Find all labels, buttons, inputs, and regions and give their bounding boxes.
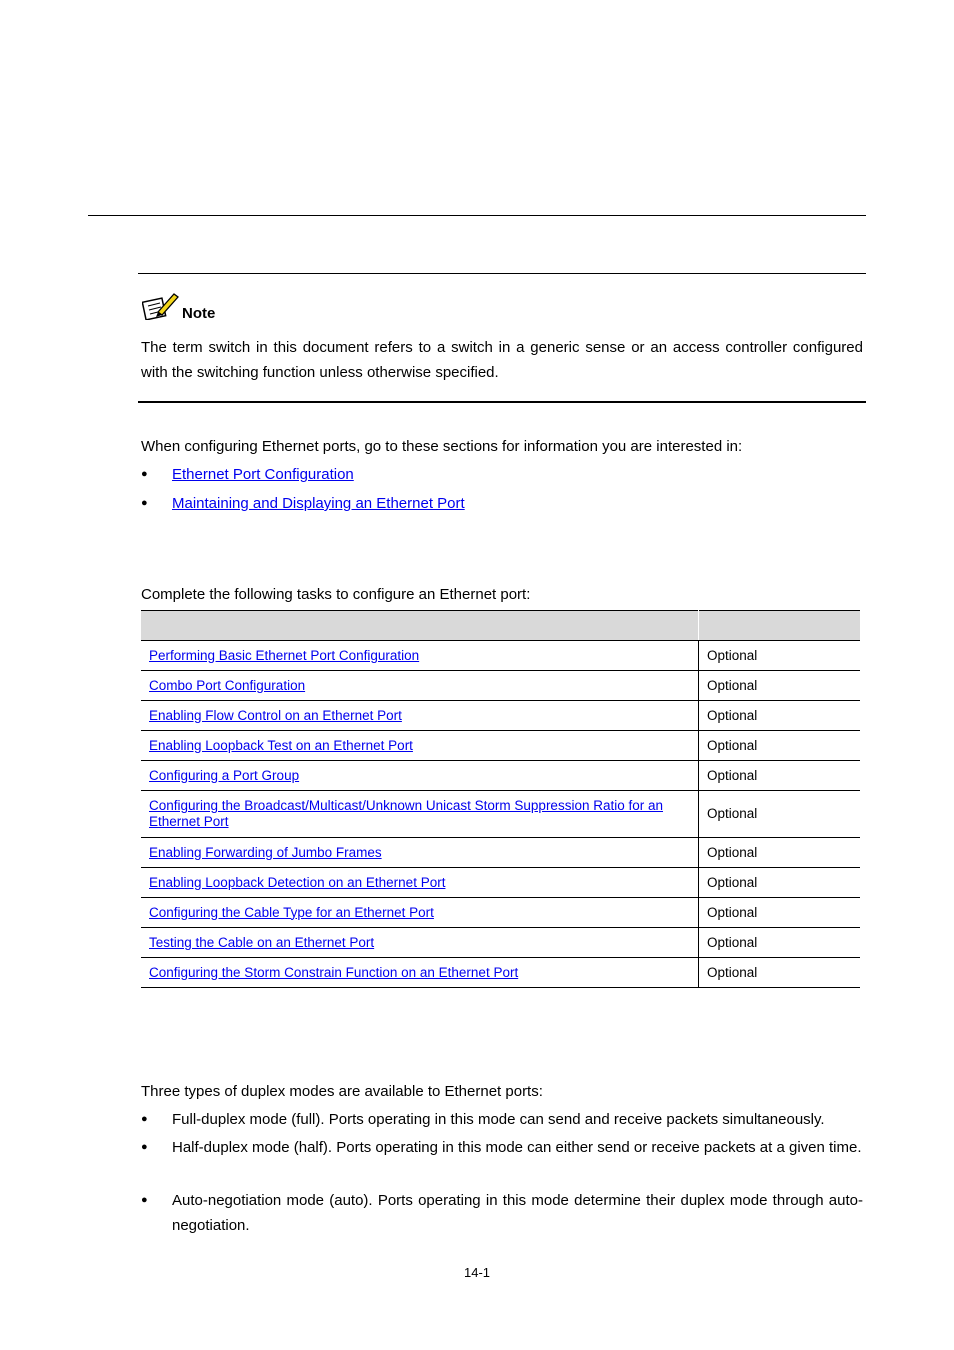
task-cell [141,701,699,731]
remark-cell: Optional [699,958,861,988]
tasks-intro-text: Complete the following tasks to configure an Ethernet port: [141,586,531,603]
table-header-remark [699,611,861,641]
task-link[interactable]: Enabling Forwarding of Jumbo Frames [149,844,382,860]
remark-cell: Optional [699,671,861,701]
link-maintaining-displaying[interactable]: Maintaining and Displaying an Ethernet Port [172,495,465,512]
chapter-title-rule [88,215,866,216]
bullet-dot: ● [141,497,148,509]
remark-cell: Optional [699,731,861,761]
table-row [141,671,860,701]
task-link[interactable]: Configuring a Port Group [149,767,300,783]
task-link[interactable]: Configuring the Cable Type for an Ethernet Port [149,904,434,920]
remark-cell: Optional [699,761,861,791]
bullet-dot: ● [141,468,148,480]
table-row [141,731,860,761]
table-row [141,898,860,928]
bullet-dot: ● [141,1194,148,1206]
table-row [141,838,860,868]
table-row [141,761,860,791]
table-row [141,791,860,838]
note-bottom-rule [138,401,866,403]
table-row [141,641,860,671]
task-table [141,610,860,988]
intro-link-0[interactable] [172,462,354,487]
table-header-row [141,611,860,641]
duplex-intro-text: Three types of duplex modes are available to Ethernet ports: [141,1083,543,1100]
task-cell [141,761,699,791]
task-link[interactable]: Configuring the Storm Constrain Function on an Ethernet Port [149,964,519,980]
task-cell [141,791,699,838]
task-link[interactable]: Configuring the Broadcast/Multicast/Unknown Unicast Storm Suppression Ratio for an Ethernet Port [149,798,663,829]
note-pencil-icon [142,290,180,320]
duplex-item-full: Full-duplex mode (full). Ports operating in this mode can send and receive packets simultaneously. [172,1111,825,1128]
task-link[interactable]: Combo Port Configuration [149,677,306,693]
bullet-dot: ● [141,1141,148,1153]
table-row [141,701,860,731]
remark-cell: Optional [699,868,861,898]
remark-cell: Optional [699,641,861,671]
task-cell [141,731,699,761]
task-cell [141,958,699,988]
note-text: The term switch in this document refers to a switch in a generic sense or an access controller configured with the switching function unless otherwise specified. [141,339,863,381]
task-cell [141,868,699,898]
bullet-dot: ● [141,1113,148,1125]
table-row [141,868,860,898]
task-link[interactable]: Testing the Cable on an Ethernet Port [149,934,375,950]
note-top-rule [138,273,866,274]
task-cell [141,898,699,928]
remark-cell: Optional [699,701,861,731]
note-label: Note [182,305,216,322]
task-link[interactable]: Performing Basic Ethernet Port Configuration [149,647,420,663]
page-number: 14-1 [463,1265,491,1280]
remark-cell: Optional [699,838,861,868]
intro-link-1[interactable] [172,491,465,516]
task-cell [141,671,699,701]
table-header-task [141,611,699,641]
table-row [141,958,860,988]
link-ethernet-port-configuration[interactable]: Ethernet Port Configuration [172,466,354,483]
task-cell [141,928,699,958]
task-link[interactable]: Enabling Loopback Test on an Ethernet Port [149,737,413,753]
task-cell [141,838,699,868]
task-link[interactable]: Enabling Flow Control on an Ethernet Port [149,707,402,723]
duplex-item-auto: Auto-negotiation mode (auto). Ports operating in this mode determine their duplex mode through auto-negotiation. [172,1192,863,1234]
task-cell [141,641,699,671]
remark-cell: Optional [699,791,861,838]
remark-cell: Optional [699,898,861,928]
table-row [141,928,860,958]
task-link[interactable]: Enabling Loopback Detection on an Ethernet Port [149,874,446,890]
intro-text: When configuring Ethernet ports, go to these sections for information you are interested in: [141,438,743,455]
duplex-item-half: Half-duplex mode (half). Ports operating in this mode can either send or receive packets at a given time. [172,1139,862,1156]
remark-cell: Optional [699,928,861,958]
